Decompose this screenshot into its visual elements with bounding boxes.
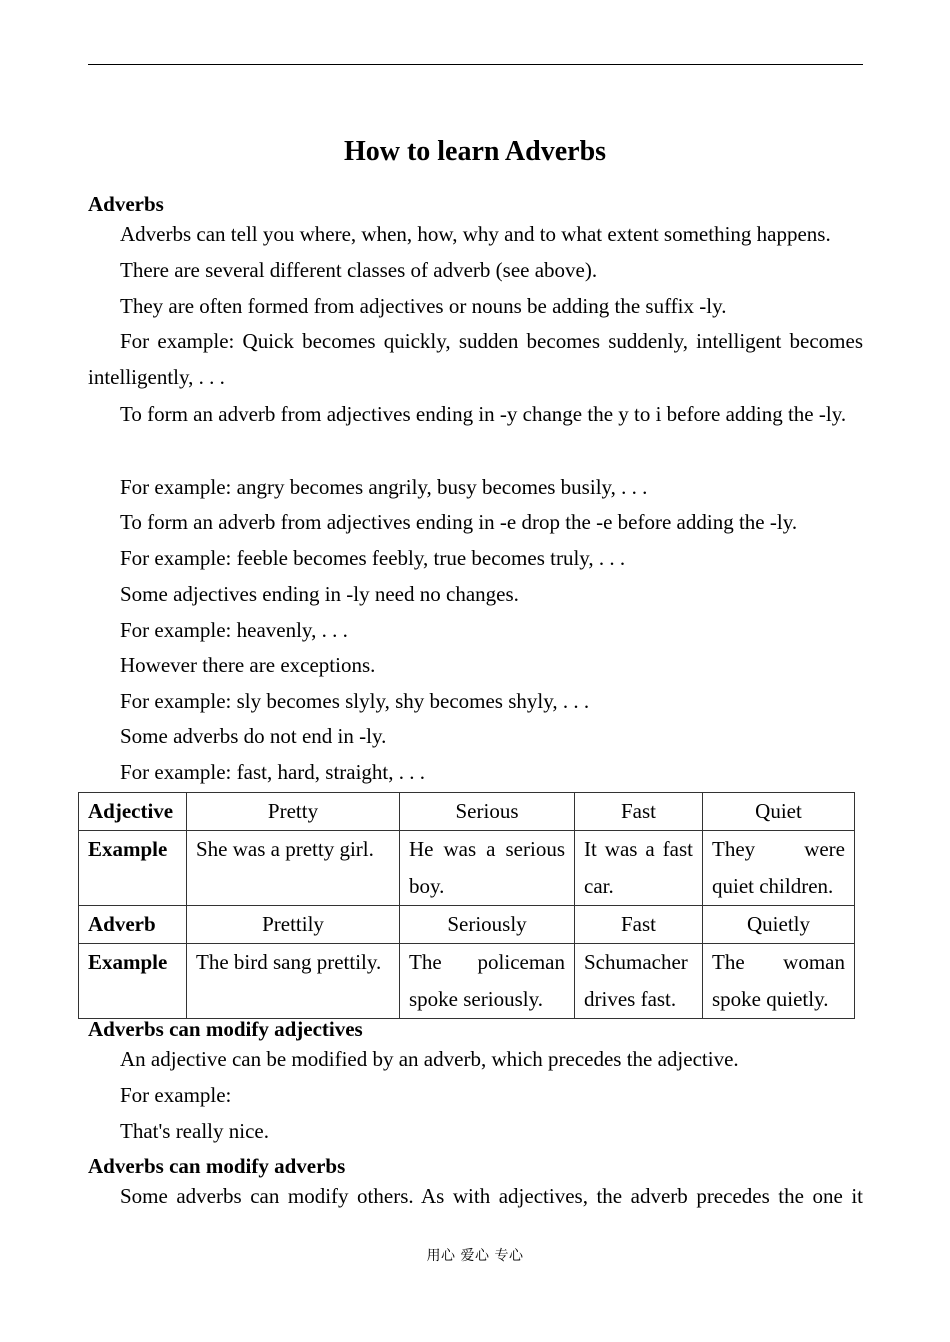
section-heading-modify-adjectives: Adverbs can modify adjectives bbox=[88, 1017, 363, 1041]
table-cell: Serious bbox=[400, 793, 575, 831]
table-cell: Pretty bbox=[187, 793, 400, 831]
table-row bbox=[79, 831, 855, 906]
paragraph: An adjective can be modified by an adverb, which precedes the adjective. bbox=[120, 1047, 739, 1071]
paragraph: That's really nice. bbox=[120, 1119, 269, 1143]
table-cell: Fast bbox=[575, 793, 703, 831]
page-footer: 用心 爱心 专心 bbox=[426, 1248, 524, 1264]
paragraph: Some adverbs do not end in -ly. bbox=[120, 724, 387, 748]
header-rule bbox=[88, 64, 863, 65]
row-header: Adverb bbox=[79, 906, 187, 944]
section-heading-adverbs: Adverbs bbox=[88, 192, 164, 216]
paragraph: Some adjectives ending in -ly need no changes. bbox=[120, 582, 519, 606]
paragraph: For example: fast, hard, straight, . . . bbox=[120, 760, 426, 784]
paragraph: They are often formed from adjectives or nouns be adding the suffix -ly. bbox=[120, 294, 727, 318]
paragraph: There are several different classes of adverb (see above). bbox=[120, 258, 598, 282]
table-cell: Quietly bbox=[703, 906, 855, 944]
table-row bbox=[79, 944, 855, 1019]
row-header: Example bbox=[79, 831, 187, 906]
table-cell: Prettily bbox=[187, 906, 400, 944]
paragraph: However there are exceptions. bbox=[120, 653, 376, 677]
table-cell: It was a fast car. bbox=[575, 831, 703, 906]
paragraph: Some adverbs can modify others. As with adjectives, the adverb precedes the one it bbox=[120, 1184, 863, 1208]
paragraph: For example: heavenly, . . . bbox=[120, 618, 348, 642]
paragraph: For example: bbox=[120, 1083, 232, 1107]
table-cell: She was a pretty girl. bbox=[187, 831, 400, 906]
page-title: How to learn Adverbs bbox=[343, 136, 607, 167]
paragraph: For example: feeble becomes feebly, true becomes truly, . . . bbox=[120, 546, 626, 570]
table-cell: Seriously bbox=[400, 906, 575, 944]
paragraph: For example: Quick becomes quickly, sudden becomes suddenly, intelligent becomes intelligently, . . . bbox=[88, 329, 863, 389]
paragraph: For example: angry becomes angrily, busy becomes busily, . . . bbox=[120, 475, 648, 499]
table-cell: Quiet bbox=[703, 793, 855, 831]
section-heading-modify-adverbs: Adverbs can modify adverbs bbox=[88, 1154, 346, 1178]
paragraph: Adverbs can tell you where, when, how, why and to what extent something happens. bbox=[120, 222, 831, 246]
paragraph: To form an adverb from adjectives ending in -y change the y to i before adding the -ly. bbox=[120, 402, 847, 426]
row-header: Example bbox=[79, 944, 187, 1019]
adverb-table bbox=[78, 792, 855, 1019]
table-cell: The bird sang prettily. bbox=[187, 944, 400, 1019]
table-row bbox=[79, 793, 855, 831]
table-row bbox=[79, 906, 855, 944]
paragraph: To form an adverb from adjectives ending in -e drop the -e before adding the -ly. bbox=[120, 510, 798, 534]
table-cell: They were quiet children. bbox=[703, 831, 855, 906]
row-header: Adjective bbox=[79, 793, 187, 831]
paragraph: For example: sly becomes slyly, shy becomes shyly, . . . bbox=[120, 689, 590, 713]
table-cell: The policeman spoke seriously. bbox=[400, 944, 575, 1019]
table-cell: The woman spoke quietly. bbox=[703, 944, 855, 1019]
table-cell: Schumacher drives fast. bbox=[575, 944, 703, 1019]
table-cell: He was a serious boy. bbox=[400, 831, 575, 906]
table-cell: Fast bbox=[575, 906, 703, 944]
